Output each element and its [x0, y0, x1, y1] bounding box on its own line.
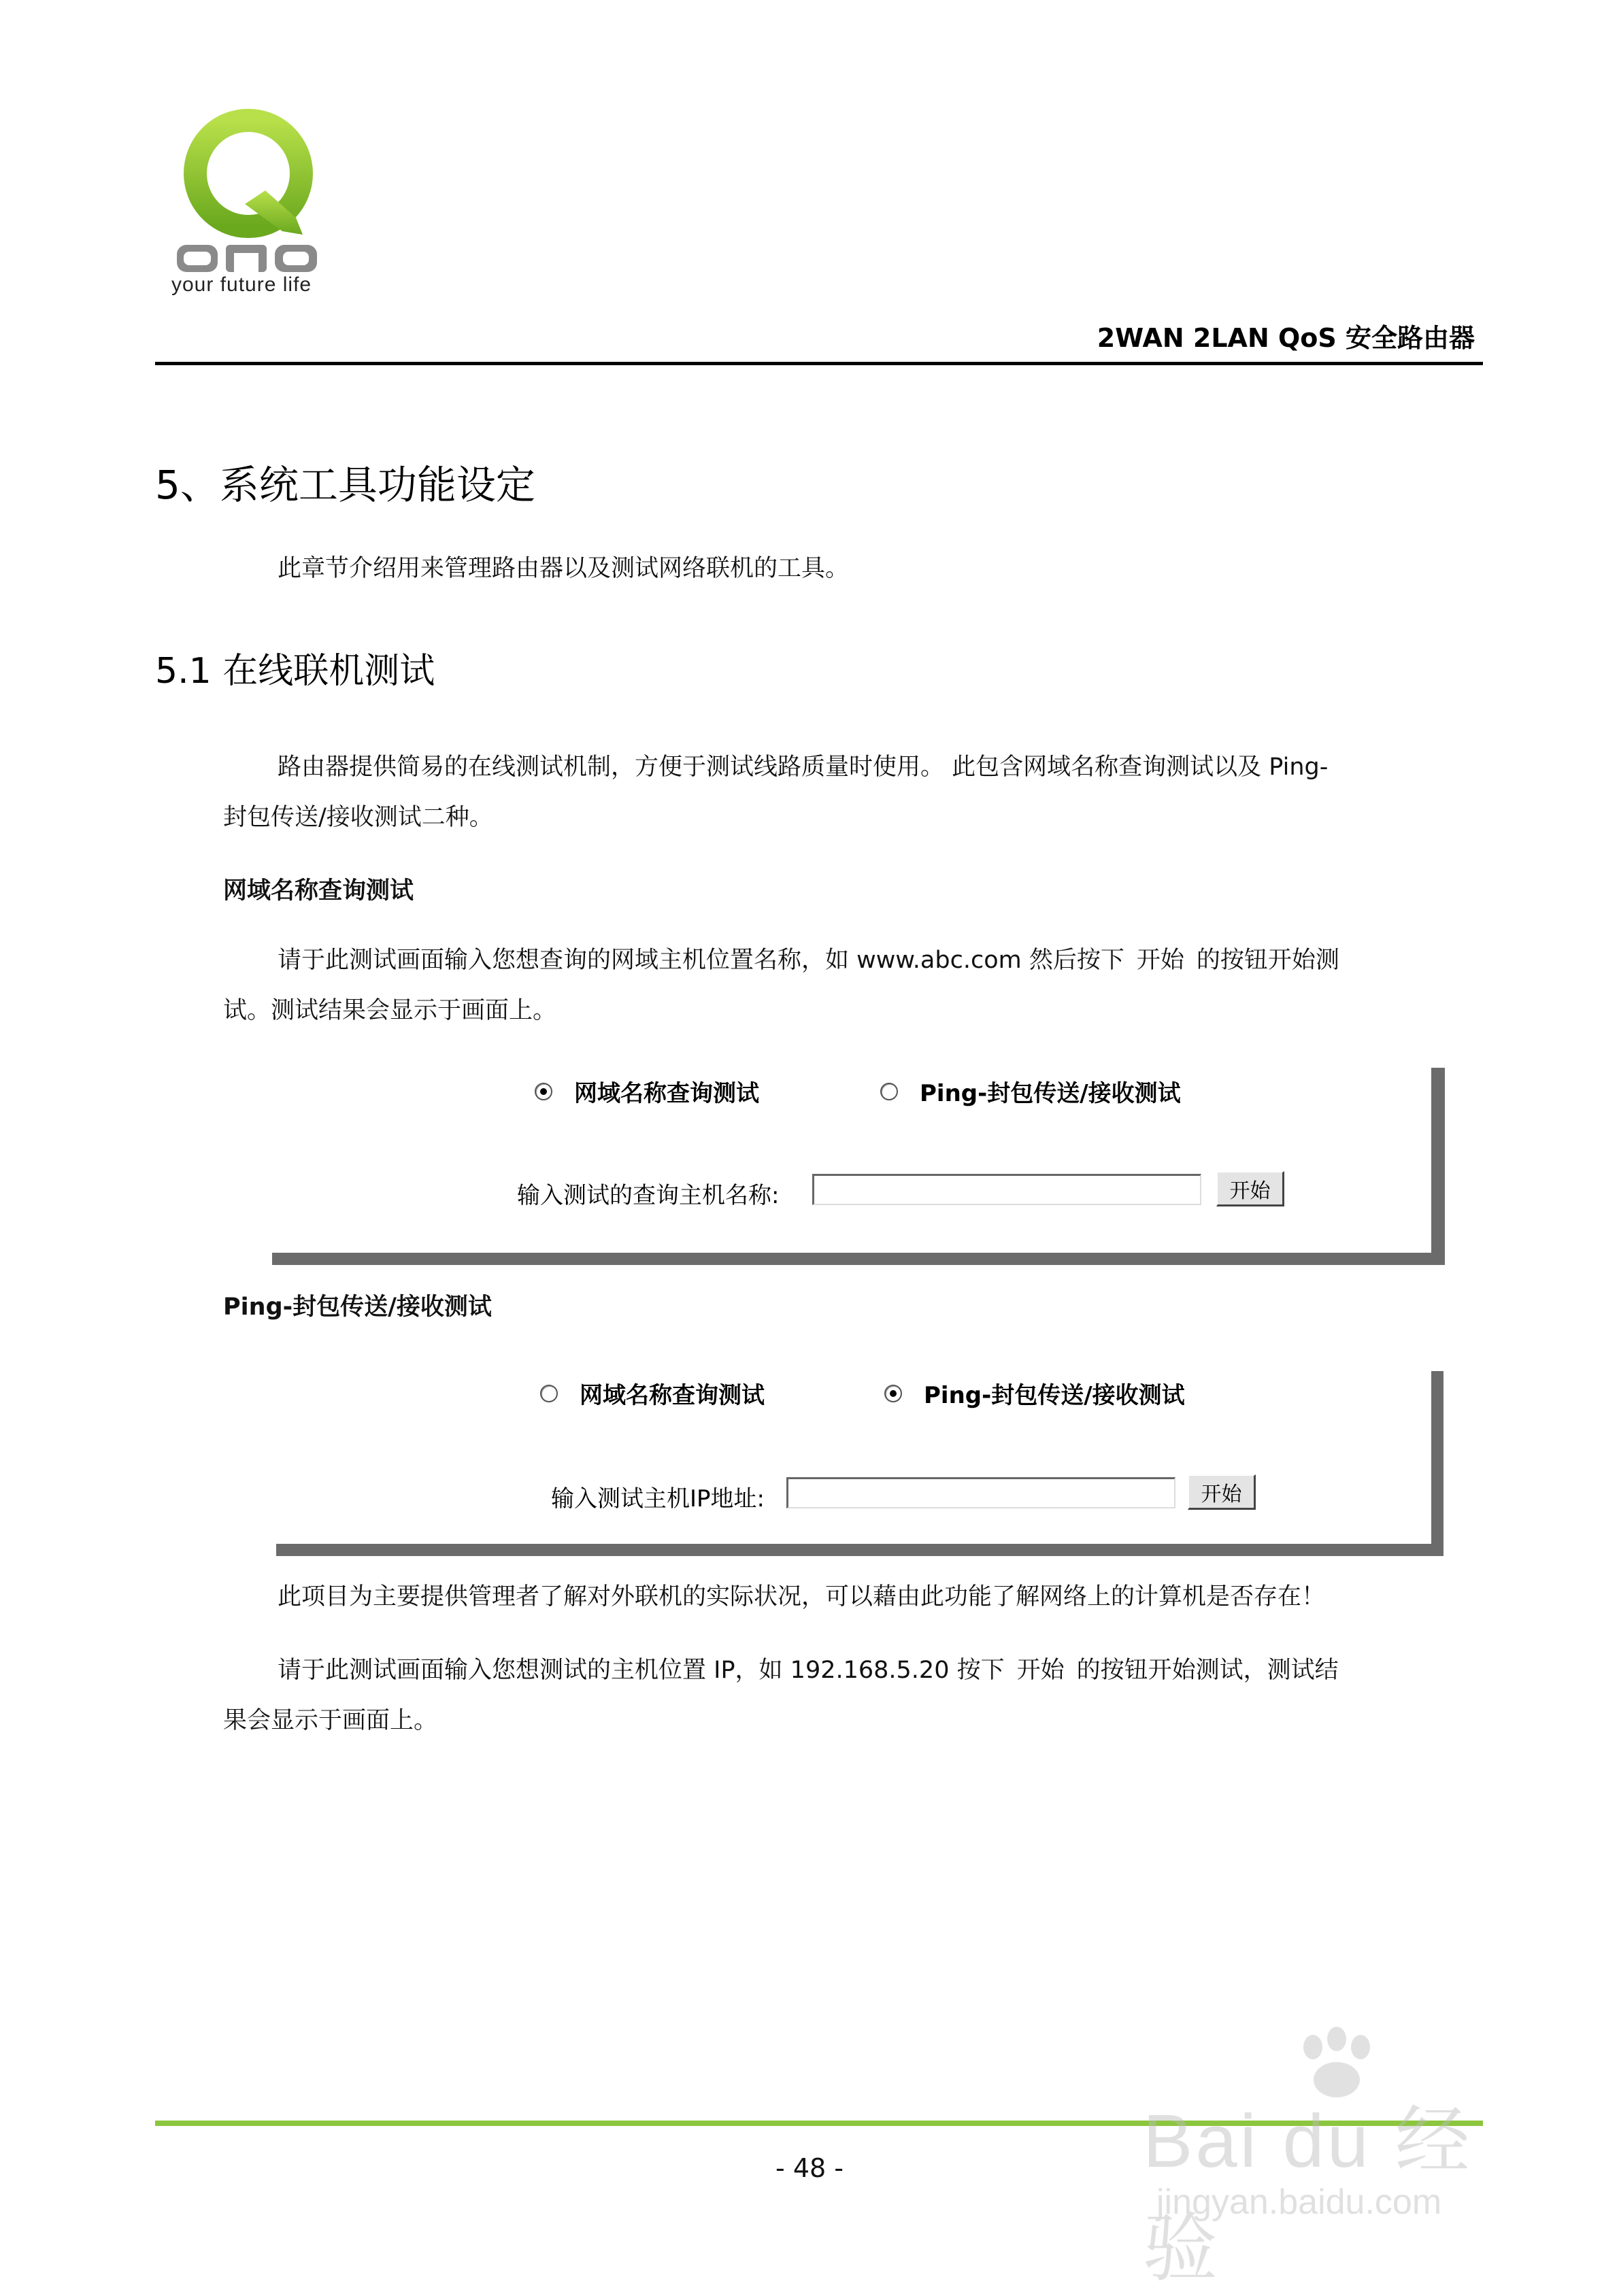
- ping-paragraph-text-b: 的按钮开始测试，测试结: [1076, 1657, 1339, 1684]
- radio-dns-unselected[interactable]: [540, 1385, 558, 1402]
- baidu-watermark: [1143, 2027, 1537, 2291]
- section-paragraph-line2: 封包传送/接收测试二种。: [223, 804, 493, 831]
- chapter-intro: 此章节介绍用来管理路由器以及测试网络联机的工具。: [278, 555, 850, 582]
- panel-shadow-bottom: [276, 1544, 1443, 1556]
- radio-dns-test[interactable]: [540, 1377, 765, 1410]
- ping-test-heading: Ping-封包传送/接收测试: [223, 1294, 492, 1321]
- radio-ping-unselected[interactable]: [880, 1083, 898, 1100]
- dns-start-keyword: 开始: [1136, 947, 1184, 974]
- dns-paragraph-text-b: 的按钮开始测: [1196, 947, 1339, 974]
- radio-dns-label: 网域名称查询测试: [580, 1382, 765, 1409]
- radio-ping-selected[interactable]: [884, 1385, 902, 1402]
- radio-ping-test[interactable]: [884, 1377, 1185, 1410]
- section-title: 5.1 在线联机测试: [155, 651, 435, 692]
- chapter-title: 5、系统工具功能设定: [155, 462, 535, 508]
- ping-paragraph-2-line2: 果会显示于画面上。: [223, 1707, 438, 1734]
- section-paragraph-line1: 路由器提供简易的在线测试机制，方便于测试线路质量时使用。 此包含网域名称查询测试以及 Ping-: [278, 754, 1329, 781]
- ping-start-keyword: 开始: [1016, 1657, 1065, 1684]
- ping-paragraph-text-a: 请于此测试画面输入您想测试的主机位置 IP，如 192.168.5.20 按下: [278, 1657, 1005, 1684]
- dns-test-heading: 网域名称查询测试: [223, 877, 414, 905]
- header-divider: [155, 362, 1483, 365]
- ping-ip-label: 输入测试主机IP地址:: [551, 1485, 765, 1513]
- dns-paragraph-line2: 试。测试结果会显示于画面上。: [223, 997, 557, 1024]
- radio-ping-label: Ping-封包传送/接收测试: [924, 1382, 1185, 1409]
- dns-test-panel: [272, 1068, 1445, 1265]
- panel-shadow-right: [1431, 1371, 1443, 1556]
- page-number: - 48 -: [775, 2153, 844, 2183]
- radio-ping-test[interactable]: [880, 1075, 1181, 1108]
- qno-wordmark: [177, 245, 317, 272]
- watermark-url: jingyan.baidu.com: [1156, 2182, 1442, 2222]
- ping-paragraph-2-line1: [278, 1646, 1339, 1695]
- radio-dns-test[interactable]: [535, 1075, 759, 1108]
- dns-start-button[interactable]: 开始: [1216, 1171, 1284, 1206]
- dns-paragraph-text-a: 请于此测试画面输入您想查询的网域主机位置名称，如 www.abc.com 然后按下: [278, 947, 1124, 974]
- radio-ping-label: Ping-封包传送/接收测试: [920, 1080, 1181, 1107]
- panel-shadow-bottom: [272, 1253, 1445, 1265]
- radio-dns-selected[interactable]: [535, 1083, 552, 1100]
- dns-host-input[interactable]: [812, 1174, 1201, 1205]
- panel-shadow-right: [1431, 1068, 1445, 1265]
- radio-dns-label: 网域名称查询测试: [574, 1080, 759, 1107]
- header-title: 2WAN 2LAN QoS 安全路由器: [1097, 323, 1475, 353]
- ping-start-button[interactable]: 开始: [1188, 1474, 1256, 1510]
- dns-host-label: 输入测试的查询主机名称:: [517, 1182, 780, 1209]
- watermark-brand: Bai du 经验: [1143, 2099, 1473, 2291]
- ping-ip-input[interactable]: [786, 1477, 1175, 1508]
- dns-paragraph-line1: [278, 936, 1339, 985]
- ping-paragraph-1: 此项目为主要提供管理者了解对外联机的实际状况，可以藉由此功能了解网络上的计算机是否存在！: [278, 1583, 1326, 1610]
- logo-tagline: your future life: [171, 273, 312, 296]
- ping-test-panel: [276, 1371, 1443, 1556]
